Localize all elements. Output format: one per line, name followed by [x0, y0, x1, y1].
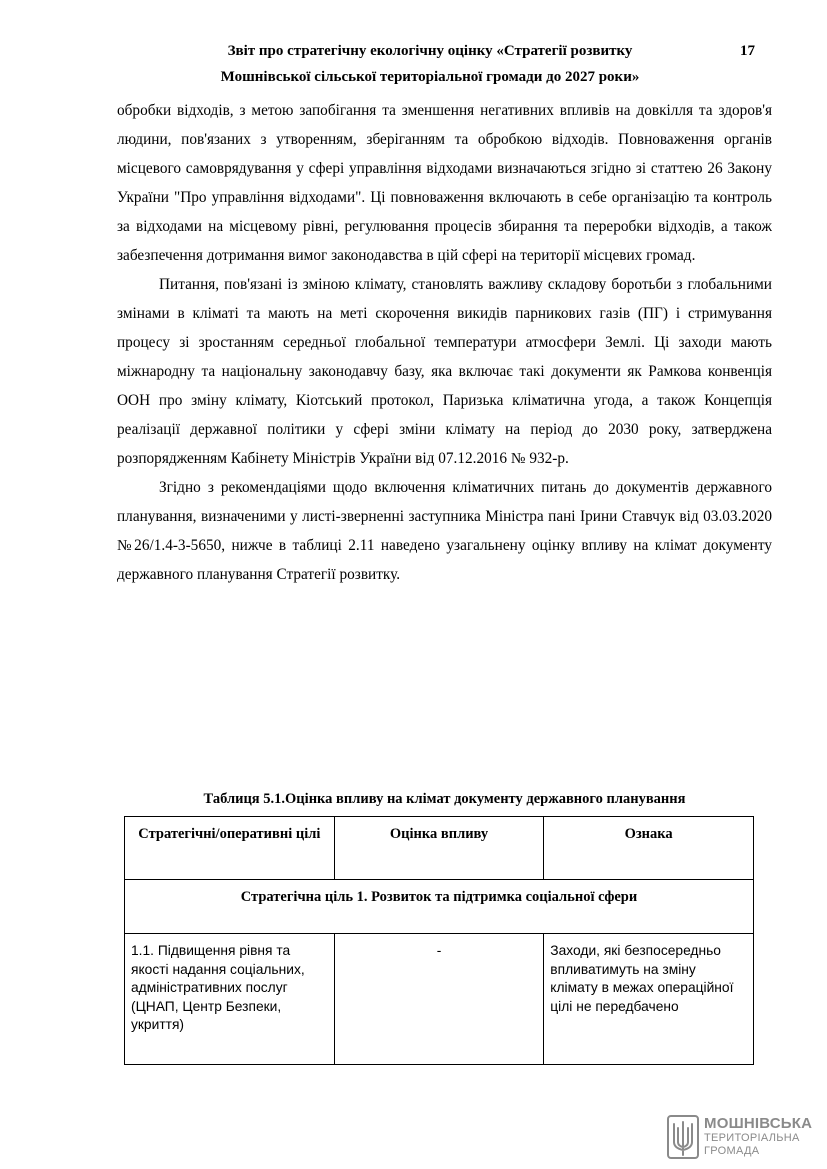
paragraph: Питання, пов'язані із зміною клімату, становлять важливу складову боротьби з глобальними змінами в кліматі та мають на меті скорочення викидів парникових газів (ПГ) і стримування процесу зі зростанням середньої глобальної температури атмосфери Землі. Ці заходи мають міжнародну та національну законодавчу базу, яка включає такі документи як Рамкова конвенція ООН про зміну клімату, Кіотський протокол, Паризька кліматична угода, а також Концепція реалізації державної політики у сфері зміни клімату на період до 2030 року, затверджена розпорядженням Кабінету Міністрів України від 07.12.2016 № 932-р.	[117, 276, 772, 467]
table-section-row	[125, 880, 754, 934]
header-title-line2: Мошнівської сільської територіальної громади до 2027 роки»	[220, 69, 640, 85]
cell-impact: -	[334, 934, 544, 1065]
logo-line1: МОШНІВСЬКА	[704, 1115, 813, 1132]
document-header	[150, 38, 710, 90]
section-title: Стратегічна ціль 1. Розвиток та підтримка соціальної сфери	[125, 880, 754, 934]
column-header-goals: Стратегічні/оперативні цілі	[125, 817, 335, 880]
climate-impact-table	[124, 816, 754, 1065]
paragraph: Згідно з рекомендаціями щодо включення кліматичних питань до документів державного планування, визначеними у листі-зверненні заступника Міністра пані Ірини Ставчук від 03.03.2020 №26/1.4-3-5650, нижче в таблиці 2.11 наведено узагальнену оцінку впливу на клімат документу державного планування Стратегії розвитку.	[117, 479, 772, 583]
column-header-sign: Ознака	[544, 817, 754, 880]
community-logo	[666, 1114, 816, 1162]
paragraph: обробки відходів, з метою запобігання та зменшення негативних впливів на довкілля та здоров'я людини, пов'язаних з утворенням, зберіганням та обробкою відходів. Повноваження органів місцевого самоврядування у сфері управління відходами визначаються згідно зі статтею 26 Закону України "Про управління відходами". Ці повноваження включають в себе організацію та контроль за відходами на місцевому рівні, регулювання процесів збирання та переробки відходів, а також забезпечення дотримання вимог законодавства в цій сфері на території місцевих громад.	[117, 102, 772, 264]
logo-line3: ГРОМАДА	[704, 1145, 760, 1157]
cell-sign: Заходи, які безпосередньо впливатимуть на зміну клімату в межах операційної цілі не передбачено	[544, 934, 754, 1065]
table-row	[125, 934, 754, 1065]
logo-line2: ТЕРИТОРІАЛЬНА	[704, 1132, 800, 1144]
body-text	[117, 96, 772, 589]
cell-goal: 1.1. Підвищення рівня та якості надання соціальних, адміністративних послуг (ЦНАП, Центр Безпеки, укриття)	[125, 934, 335, 1065]
trident-icon	[666, 1114, 700, 1160]
column-header-impact: Оцінка впливу	[334, 817, 544, 880]
logo-text	[704, 1116, 812, 1158]
header-title-line1: Звіт про стратегічну екологічну оцінку «Стратегії розвитку	[227, 43, 633, 59]
page-number: 17	[740, 43, 755, 59]
table-title: Таблиця 5.1.Оцінка впливу на клімат документу державного планування	[203, 791, 686, 807]
table-header-row	[125, 817, 754, 880]
